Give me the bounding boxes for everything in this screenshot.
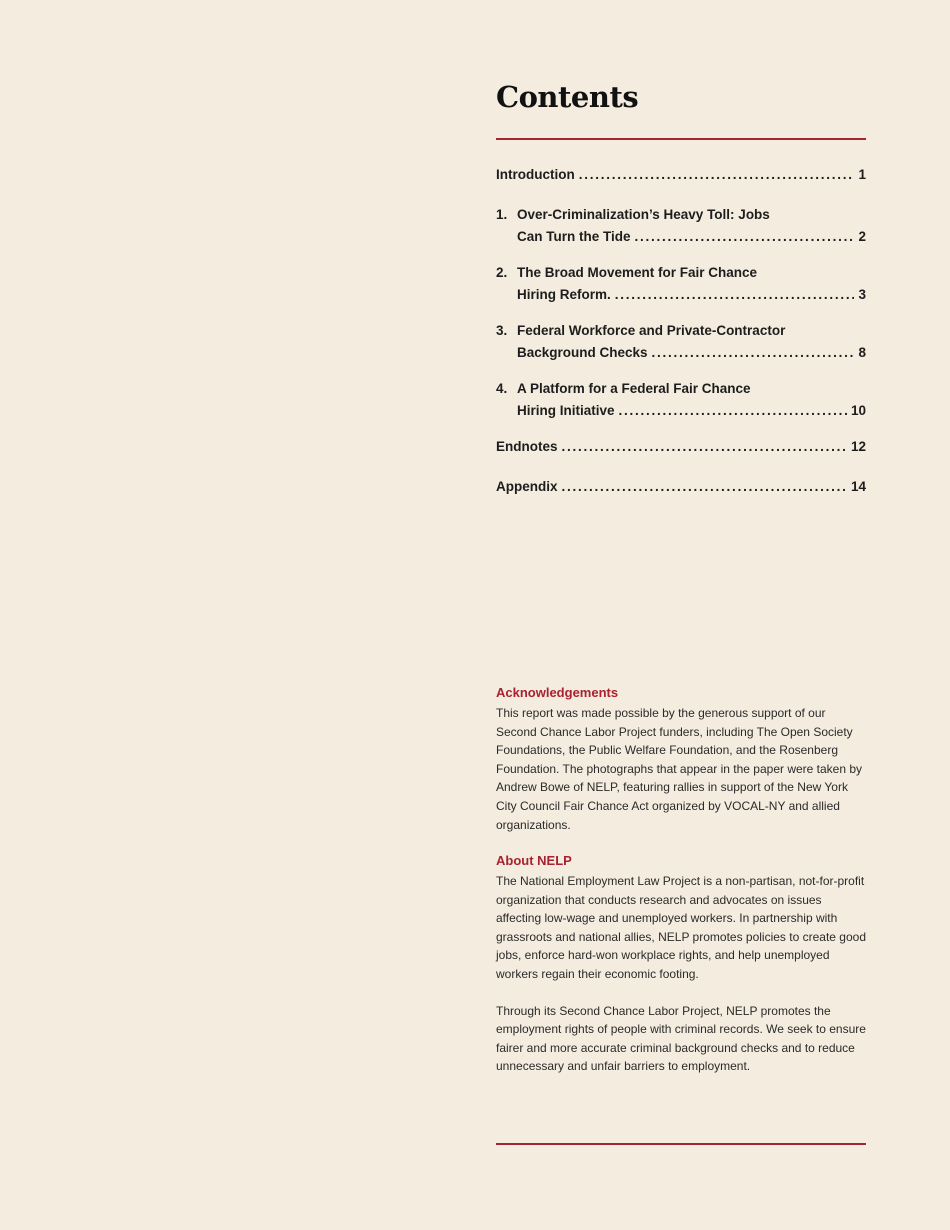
toc-entry-number: 4. <box>496 381 508 396</box>
top-divider <box>496 138 866 140</box>
page-title: Contents <box>496 80 639 114</box>
table-of-contents <box>496 160 866 502</box>
toc-entry-chapter-3[interactable] <box>496 316 866 366</box>
about-section <box>496 853 868 1076</box>
dot-leader <box>619 400 847 422</box>
toc-entry-chapter-2[interactable] <box>496 258 866 308</box>
toc-entry-chapter-4[interactable] <box>496 374 866 424</box>
toc-entry-chapter-1[interactable] <box>496 200 866 250</box>
acknowledgements-body: This report was made possible by the generous support of our Second Chance Labor Project funders, including The Open Society Foundations, the Public Welfare Foundation, and the Rosenberg Foundation. The photographs that appear in the paper were taken by Andrew Bowe of NELP, featuring rallies in support of the New York City Council Fair Chance Act organized by VOCAL-NY and allied organizations. <box>496 706 863 832</box>
toc-entry-page: 3 <box>858 287 866 302</box>
dot-leader <box>652 342 855 364</box>
toc-entry-number: 1. <box>496 207 508 222</box>
dot-leader <box>635 226 855 248</box>
toc-entry-title-line1: The Broad Movement for Fair Chance <box>517 265 758 280</box>
about-paragraph-1: The National Employment Law Project is a non-partisan, not-for-profit organization that conducts research and advocates on issues affecting low-wage and unemployed workers. In partnership with grassroots and national allies, NELP promotes policies to create good jobs, enforce hard-won workplace rights, and help unemployed workers regain their economic footing. <box>496 874 866 981</box>
toc-entry-page: 8 <box>858 345 866 360</box>
toc-entry-label: Introduction <box>496 167 575 182</box>
toc-entry-title-line1: A Platform for a Federal Fair Chance <box>517 381 751 396</box>
dot-leader <box>562 436 847 458</box>
acknowledgements-section <box>496 685 868 834</box>
acknowledgements-heading: Acknowledgements <box>496 685 619 700</box>
toc-entry-label: Appendix <box>496 479 558 494</box>
toc-entry-title-line2: Hiring Initiative <box>517 403 615 418</box>
dot-leader <box>579 164 855 186</box>
toc-entry-title-line2: Hiring Reform. <box>517 287 611 302</box>
toc-entry-title-line1: Federal Workforce and Private-Contractor <box>517 323 786 338</box>
toc-entry-page: 10 <box>850 403 866 418</box>
toc-entry-title-line1: Over-Criminalization’s Heavy Toll: Jobs <box>517 207 770 222</box>
toc-entry-title-line2: Background Checks <box>517 345 648 360</box>
toc-entry-endnotes[interactable] <box>496 432 866 462</box>
toc-entry-appendix[interactable] <box>496 472 866 502</box>
toc-entry-label: Endnotes <box>496 439 558 454</box>
toc-entry-introduction[interactable] <box>496 160 866 190</box>
about-paragraph-2: Through its Second Chance Labor Project, NELP promotes the employment rights of people with criminal records. We seek to ensure fairer and more accurate criminal background checks and to reduce unnecessary and unfair barriers to employment. <box>496 1003 866 1074</box>
toc-entry-title-line2: Can Turn the Tide <box>517 229 631 244</box>
toc-entry-page: 12 <box>850 439 866 454</box>
toc-entry-page: 1 <box>858 167 866 182</box>
dot-leader <box>562 476 847 498</box>
dot-leader <box>615 284 855 306</box>
about-heading: About NELP <box>496 853 572 868</box>
bottom-divider <box>496 1143 866 1145</box>
toc-entry-number: 2. <box>496 265 508 280</box>
toc-entry-number: 3. <box>496 323 508 338</box>
toc-entry-page: 2 <box>858 229 866 244</box>
toc-entry-page: 14 <box>850 479 866 494</box>
